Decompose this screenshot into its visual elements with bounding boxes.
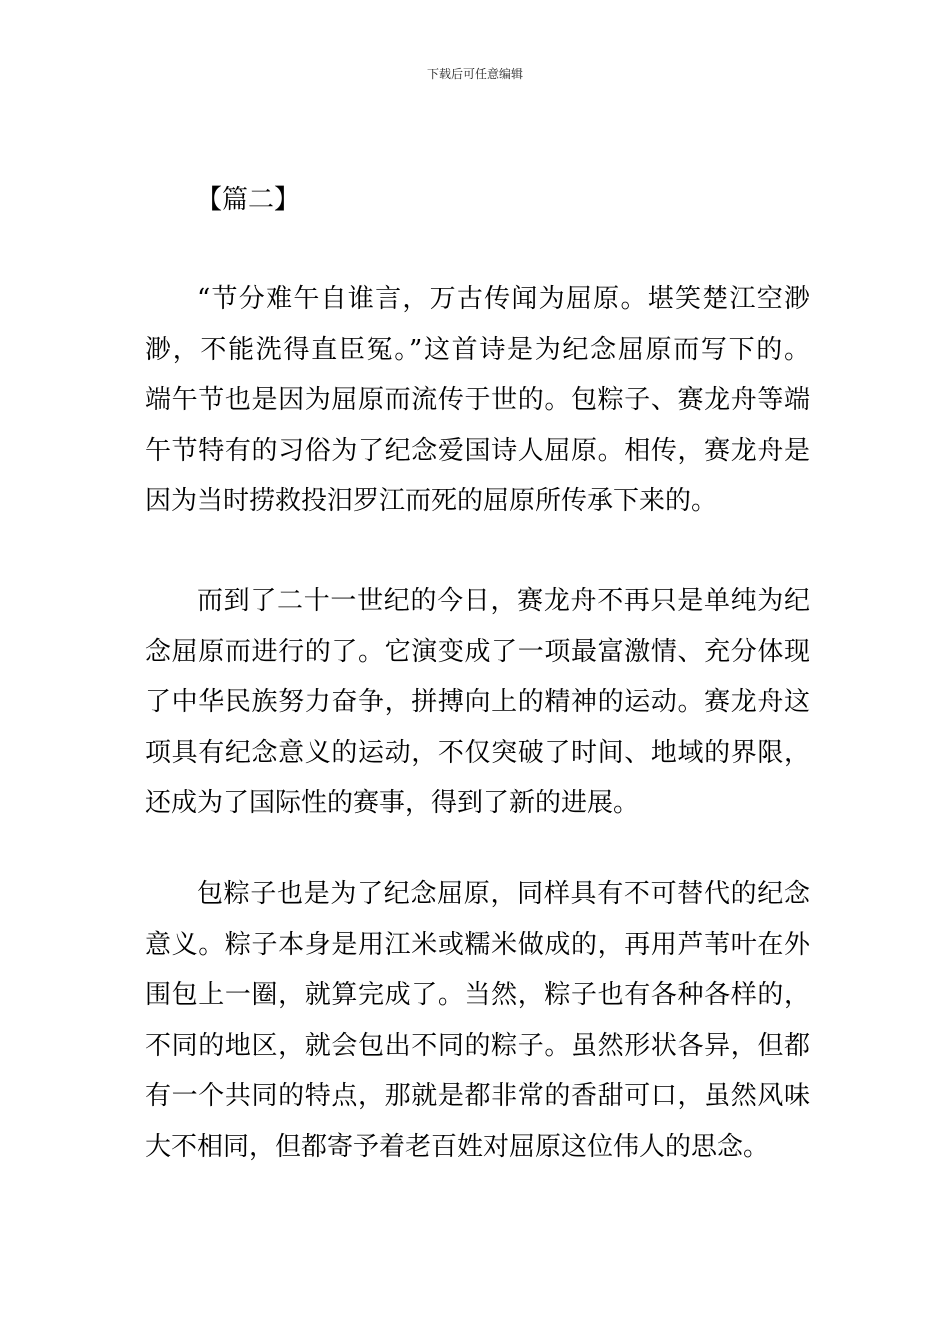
paragraph-line: 还成为了国际性的赛事，得到了新的进展。 [145, 788, 640, 818]
paragraph-line: 意义。粽子本身是用江米或糯米做成的，再用芦苇叶在外 [145, 929, 810, 960]
paragraph-3 [145, 869, 810, 1172]
paragraph-line: 大不相同，但都寄予着老百姓对屈原这位伟人的思念。 [145, 1131, 770, 1162]
paragraph-line: 包粽子也是为了纪念屈原，同样具有不可替代的纪念 [197, 879, 810, 909]
section-heading: 【篇二】 [196, 185, 301, 215]
paragraph-line: 渺，不能洗得直臣冤。”这首诗是为纪念屈原而写下的。 [145, 334, 810, 365]
paragraph-line: 因为当时捞救投汨罗江而死的屈原所传承下来的。 [145, 486, 718, 516]
paragraph-line: 而到了二十一世纪的今日，赛龙舟不再只是单纯为纪 [197, 586, 810, 616]
paragraph-line: 午节特有的习俗为了纪念爱国诗人屈原。相传，赛龙舟是 [145, 435, 810, 466]
paragraph-line: 端午节也是因为屈原而流传于世的。包粽子、赛龙舟等端 [145, 385, 810, 415]
paragraph-line: 有一个共同的特点，那就是都非常的香甜可口，虽然风味 [145, 1081, 810, 1111]
paragraph-line: 项具有纪念意义的运动，不仅突破了时间、地域的界限， [145, 737, 810, 768]
page-header-note: 下载后可任意编辑 [426, 67, 523, 81]
paragraph-line: 围包上一圈，就算完成了。当然，粽子也有各种各样的， [145, 980, 810, 1010]
paragraph-2 [145, 576, 810, 829]
paragraph-line: “节分难午自谁言，万古传闻为屈原。堪笑楚江空渺 [197, 284, 810, 314]
paragraph-line: 不同的地区，就会包出不同的粽子。虽然形状各异，但都 [145, 1030, 810, 1061]
paragraph-line: 了中华民族努力奋争，拼搏向上的精神的运动。赛龙舟这 [145, 687, 810, 717]
paragraph-line: 念屈原而进行的了。它演变成了一项最富激情、充分体现 [145, 636, 810, 667]
paragraph-1 [145, 274, 810, 527]
